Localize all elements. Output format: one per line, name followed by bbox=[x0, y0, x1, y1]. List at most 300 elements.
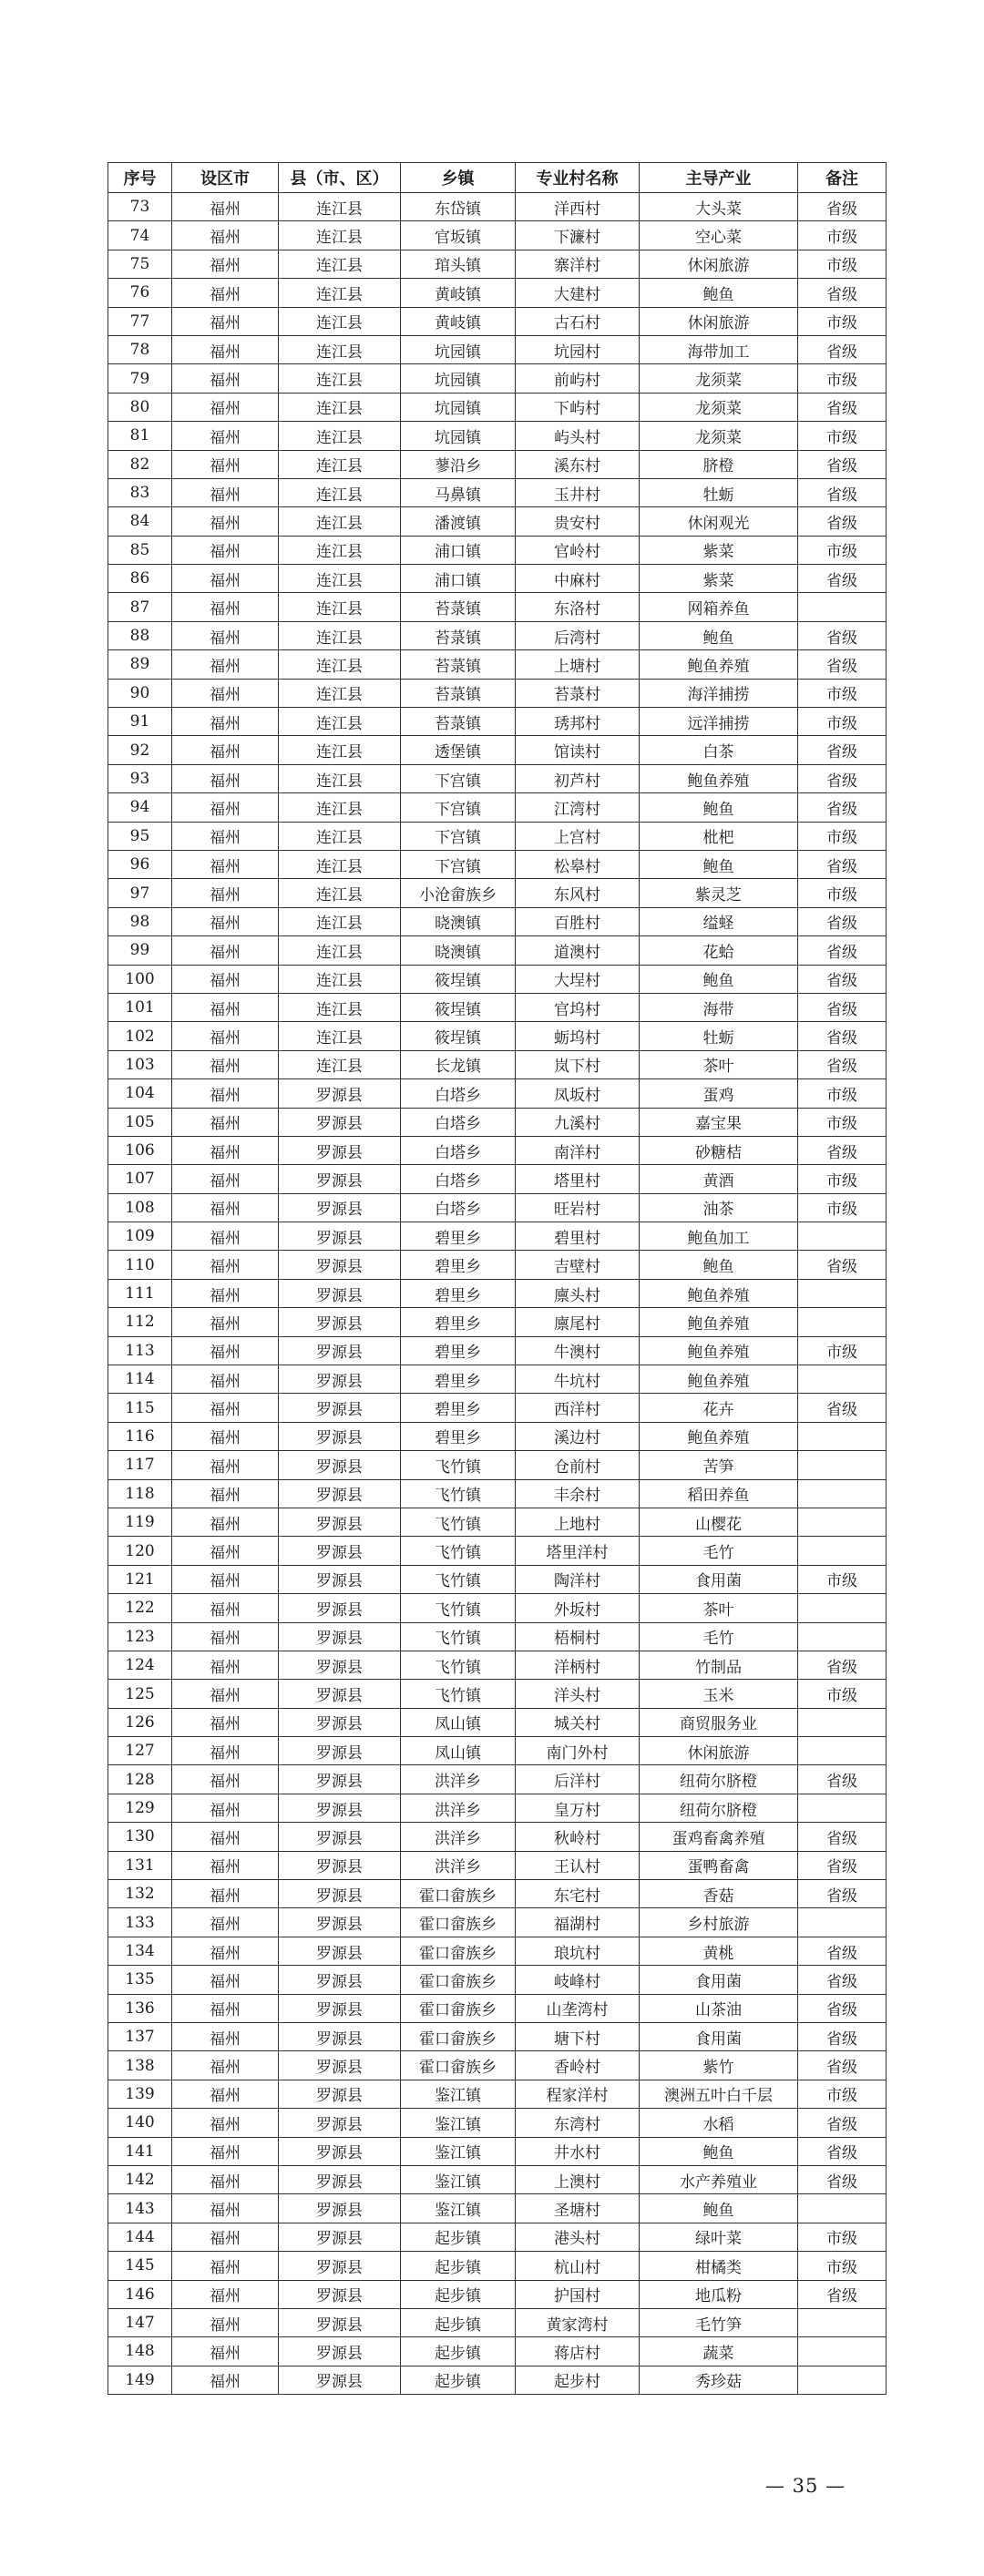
cell-county: 罗源县 bbox=[279, 1193, 401, 1222]
header-cell-city: 设区市 bbox=[172, 163, 279, 193]
cell-city: 福州 bbox=[172, 2023, 279, 2051]
cell-index: 96 bbox=[108, 850, 172, 878]
cell-township: 凤山镇 bbox=[401, 1737, 516, 1765]
cell-township: 霍口畲族乡 bbox=[401, 1908, 516, 1937]
cell-township: 凤山镇 bbox=[401, 1708, 516, 1736]
table-row bbox=[108, 850, 887, 878]
cell-village: 寨洋村 bbox=[516, 250, 640, 278]
cell-industry: 山樱花 bbox=[640, 1508, 798, 1536]
cell-index: 138 bbox=[108, 2051, 172, 2080]
cell-city: 福州 bbox=[172, 335, 279, 363]
cell-remark: 市级 bbox=[798, 1165, 887, 1193]
cell-remark: 市级 bbox=[798, 221, 887, 250]
table-row bbox=[108, 1050, 887, 1078]
cell-industry: 龙须菜 bbox=[640, 393, 798, 421]
header-cell-industry: 主导产业 bbox=[640, 163, 798, 193]
cell-county: 连江县 bbox=[279, 993, 401, 1021]
table-row bbox=[108, 1966, 887, 1994]
cell-village: 大埕村 bbox=[516, 965, 640, 993]
cell-industry: 大头菜 bbox=[640, 193, 798, 221]
cell-industry: 鲍鱼养殖 bbox=[640, 1336, 798, 1365]
cell-village: 廪头村 bbox=[516, 1279, 640, 1307]
cell-index: 82 bbox=[108, 450, 172, 478]
cell-village: 港头村 bbox=[516, 2223, 640, 2251]
cell-city: 福州 bbox=[172, 1565, 279, 1593]
cell-county: 连江县 bbox=[279, 422, 401, 450]
cell-township: 白塔乡 bbox=[401, 1108, 516, 1136]
cell-village: 杭山村 bbox=[516, 2252, 640, 2280]
cell-village: 溪边村 bbox=[516, 1422, 640, 1450]
cell-industry: 砂糖桔 bbox=[640, 1136, 798, 1164]
cell-index: 115 bbox=[108, 1394, 172, 1422]
cell-county: 罗源县 bbox=[279, 1794, 401, 1822]
cell-city: 福州 bbox=[172, 565, 279, 593]
cell-county: 罗源县 bbox=[279, 2280, 401, 2308]
cell-city: 福州 bbox=[172, 736, 279, 764]
cell-village: 下濂村 bbox=[516, 221, 640, 250]
cell-village: 起步村 bbox=[516, 2366, 640, 2394]
table-row bbox=[108, 1908, 887, 1937]
cell-township: 碧里乡 bbox=[401, 1422, 516, 1450]
cell-city: 福州 bbox=[172, 1251, 279, 1279]
table-row bbox=[108, 2137, 887, 2165]
cell-county: 连江县 bbox=[279, 764, 401, 792]
cell-township: 碧里乡 bbox=[401, 1365, 516, 1394]
cell-county: 罗源县 bbox=[279, 1279, 401, 1307]
cell-remark bbox=[798, 1537, 887, 1565]
cell-city: 福州 bbox=[172, 1966, 279, 1994]
cell-county: 连江县 bbox=[279, 507, 401, 536]
cell-village: 丰余村 bbox=[516, 1479, 640, 1508]
cell-index: 81 bbox=[108, 422, 172, 450]
cell-index: 77 bbox=[108, 307, 172, 335]
cell-township: 飞竹镇 bbox=[401, 1594, 516, 1622]
cell-village: 上塘村 bbox=[516, 650, 640, 679]
cell-city: 福州 bbox=[172, 679, 279, 707]
cell-remark bbox=[798, 1708, 887, 1736]
cell-county: 罗源县 bbox=[279, 1622, 401, 1651]
table-row bbox=[108, 1022, 887, 1050]
cell-township: 鉴江镇 bbox=[401, 2109, 516, 2137]
cell-township: 碧里乡 bbox=[401, 1251, 516, 1279]
cell-township: 坑园镇 bbox=[401, 364, 516, 393]
cell-village: 福湖村 bbox=[516, 1908, 640, 1937]
cell-city: 福州 bbox=[172, 1851, 279, 1879]
cell-city: 福州 bbox=[172, 650, 279, 679]
cell-city: 福州 bbox=[172, 1479, 279, 1508]
cell-county: 罗源县 bbox=[279, 1108, 401, 1136]
cell-village: 黄家湾村 bbox=[516, 2308, 640, 2336]
table-row bbox=[108, 422, 887, 450]
cell-city: 福州 bbox=[172, 1165, 279, 1193]
cell-county: 罗源县 bbox=[279, 1765, 401, 1794]
cell-industry: 蔬菜 bbox=[640, 2337, 798, 2366]
cell-index: 144 bbox=[108, 2223, 172, 2251]
cell-industry: 鲍鱼 bbox=[640, 621, 798, 649]
cell-industry: 牡蛎 bbox=[640, 478, 798, 506]
cell-county: 罗源县 bbox=[279, 1823, 401, 1851]
cell-index: 83 bbox=[108, 478, 172, 506]
cell-industry: 牡蛎 bbox=[640, 1022, 798, 1050]
cell-county: 罗源县 bbox=[279, 2223, 401, 2251]
cell-village: 梧桐村 bbox=[516, 1622, 640, 1651]
table-row bbox=[108, 1108, 887, 1136]
cell-industry: 茶叶 bbox=[640, 1050, 798, 1078]
table-row bbox=[108, 1737, 887, 1765]
cell-remark: 市级 bbox=[798, 1193, 887, 1222]
cell-county: 连江县 bbox=[279, 221, 401, 250]
cell-township: 黄岐镇 bbox=[401, 307, 516, 335]
cell-village: 塔里村 bbox=[516, 1165, 640, 1193]
cell-industry: 食用菌 bbox=[640, 1565, 798, 1593]
table-row bbox=[108, 1594, 887, 1622]
cell-remark: 省级 bbox=[798, 1022, 887, 1050]
cell-village: 江湾村 bbox=[516, 793, 640, 822]
cell-county: 罗源县 bbox=[279, 1479, 401, 1508]
cell-remark: 省级 bbox=[798, 2051, 887, 2080]
cell-industry: 空心菜 bbox=[640, 221, 798, 250]
cell-remark: 市级 bbox=[798, 2252, 887, 2280]
table-row bbox=[108, 1451, 887, 1479]
cell-county: 连江县 bbox=[279, 250, 401, 278]
cell-village: 塔里洋村 bbox=[516, 1537, 640, 1565]
cell-city: 福州 bbox=[172, 2165, 279, 2193]
cell-village: 馆读村 bbox=[516, 736, 640, 764]
cell-industry: 纽荷尔脐橙 bbox=[640, 1794, 798, 1822]
cell-industry: 紫灵芝 bbox=[640, 879, 798, 907]
cell-county: 罗源县 bbox=[279, 1251, 401, 1279]
cell-village: 皇万村 bbox=[516, 1794, 640, 1822]
cell-township: 鉴江镇 bbox=[401, 2165, 516, 2193]
cell-remark: 省级 bbox=[798, 1966, 887, 1994]
table-row bbox=[108, 1880, 887, 1908]
cell-county: 连江县 bbox=[279, 936, 401, 965]
cell-village: 仓前村 bbox=[516, 1451, 640, 1479]
cell-index: 102 bbox=[108, 1022, 172, 1050]
table-row bbox=[108, 1136, 887, 1164]
cell-remark: 省级 bbox=[798, 1651, 887, 1679]
cell-remark bbox=[798, 1279, 887, 1307]
table-row bbox=[108, 1479, 887, 1508]
cell-city: 福州 bbox=[172, 1336, 279, 1365]
cell-index: 80 bbox=[108, 393, 172, 421]
cell-township: 苔菉镇 bbox=[401, 650, 516, 679]
cell-index: 126 bbox=[108, 1708, 172, 1736]
cell-city: 福州 bbox=[172, 2252, 279, 2280]
cell-industry: 紫菜 bbox=[640, 565, 798, 593]
cell-index: 104 bbox=[108, 1079, 172, 1108]
cell-city: 福州 bbox=[172, 1508, 279, 1536]
cell-county: 罗源县 bbox=[279, 1079, 401, 1108]
cell-city: 福州 bbox=[172, 907, 279, 935]
cell-remark bbox=[798, 1794, 887, 1822]
cell-county: 连江县 bbox=[279, 736, 401, 764]
cell-remark: 市级 bbox=[798, 879, 887, 907]
cell-village: 前屿村 bbox=[516, 364, 640, 393]
cell-index: 116 bbox=[108, 1422, 172, 1450]
cell-industry: 蛋鸡 bbox=[640, 1079, 798, 1108]
cell-township: 下宫镇 bbox=[401, 850, 516, 878]
cell-county: 罗源县 bbox=[279, 1336, 401, 1365]
table-row bbox=[108, 1394, 887, 1422]
page-number: — 35 — bbox=[765, 2475, 846, 2497]
cell-city: 福州 bbox=[172, 2337, 279, 2366]
cell-industry: 毛竹笋 bbox=[640, 2308, 798, 2336]
cell-county: 连江县 bbox=[279, 679, 401, 707]
header-cell-remark: 备注 bbox=[798, 163, 887, 193]
cell-township: 霍口畲族乡 bbox=[401, 1966, 516, 1994]
cell-industry: 茶叶 bbox=[640, 1594, 798, 1622]
cell-remark bbox=[798, 1622, 887, 1651]
cell-county: 连江县 bbox=[279, 708, 401, 736]
cell-index: 122 bbox=[108, 1594, 172, 1622]
cell-city: 福州 bbox=[172, 621, 279, 649]
cell-index: 94 bbox=[108, 793, 172, 822]
cell-county: 罗源县 bbox=[279, 2109, 401, 2137]
cell-township: 苔菉镇 bbox=[401, 679, 516, 707]
cell-county: 罗源县 bbox=[279, 1994, 401, 2022]
cell-city: 福州 bbox=[172, 536, 279, 564]
cell-county: 连江县 bbox=[279, 650, 401, 679]
cell-industry: 鲍鱼养殖 bbox=[640, 650, 798, 679]
cell-industry: 油茶 bbox=[640, 1193, 798, 1222]
table-row bbox=[108, 907, 887, 935]
cell-remark: 省级 bbox=[798, 2165, 887, 2193]
cell-county: 罗源县 bbox=[279, 2308, 401, 2336]
table-row bbox=[108, 478, 887, 506]
cell-township: 霍口畲族乡 bbox=[401, 1880, 516, 1908]
cell-remark: 省级 bbox=[798, 2280, 887, 2308]
cell-city: 福州 bbox=[172, 193, 279, 221]
cell-village: 程家洋村 bbox=[516, 2080, 640, 2108]
cell-remark: 市级 bbox=[798, 1336, 887, 1365]
cell-city: 福州 bbox=[172, 2223, 279, 2251]
header-cell-township: 乡镇 bbox=[401, 163, 516, 193]
cell-remark: 市级 bbox=[798, 422, 887, 450]
cell-county: 罗源县 bbox=[279, 1508, 401, 1536]
cell-township: 洪洋乡 bbox=[401, 1794, 516, 1822]
cell-industry: 蛋鸭畜禽 bbox=[640, 1851, 798, 1879]
table-row bbox=[108, 965, 887, 993]
cell-remark bbox=[798, 1222, 887, 1251]
cell-city: 福州 bbox=[172, 2308, 279, 2336]
cell-village: 牛坑村 bbox=[516, 1365, 640, 1394]
cell-industry: 紫菜 bbox=[640, 536, 798, 564]
cell-village: 城关村 bbox=[516, 1708, 640, 1736]
cell-industry: 鲍鱼养殖 bbox=[640, 1279, 798, 1307]
cell-city: 福州 bbox=[172, 1108, 279, 1136]
cell-county: 连江县 bbox=[279, 450, 401, 478]
cell-county: 罗源县 bbox=[279, 1165, 401, 1193]
cell-township: 下宫镇 bbox=[401, 764, 516, 792]
cell-city: 福州 bbox=[172, 593, 279, 621]
cell-remark: 省级 bbox=[798, 793, 887, 822]
cell-industry: 海洋捕捞 bbox=[640, 679, 798, 707]
cell-index: 149 bbox=[108, 2366, 172, 2394]
cell-index: 121 bbox=[108, 1565, 172, 1593]
cell-township: 起步镇 bbox=[401, 2308, 516, 2336]
cell-city: 福州 bbox=[172, 2280, 279, 2308]
cell-city: 福州 bbox=[172, 1422, 279, 1450]
cell-county: 罗源县 bbox=[279, 1908, 401, 1937]
table-row bbox=[108, 1565, 887, 1593]
cell-township: 浦口镇 bbox=[401, 536, 516, 564]
cell-county: 罗源县 bbox=[279, 2165, 401, 2193]
cell-city: 福州 bbox=[172, 993, 279, 1021]
cell-remark: 省级 bbox=[798, 621, 887, 649]
cell-index: 78 bbox=[108, 335, 172, 363]
table-row bbox=[108, 1680, 887, 1708]
cell-industry: 竹制品 bbox=[640, 1651, 798, 1679]
cell-remark bbox=[798, 2337, 887, 2366]
cell-county: 连江县 bbox=[279, 793, 401, 822]
cell-village: 玉井村 bbox=[516, 478, 640, 506]
table-row bbox=[108, 1365, 887, 1394]
cell-index: 118 bbox=[108, 1479, 172, 1508]
cell-township: 白塔乡 bbox=[401, 1165, 516, 1193]
cell-county: 罗源县 bbox=[279, 2194, 401, 2223]
cell-remark bbox=[798, 1308, 887, 1336]
cell-village: 岐峰村 bbox=[516, 1966, 640, 1994]
cell-city: 福州 bbox=[172, 1365, 279, 1394]
cell-township: 黄岐镇 bbox=[401, 279, 516, 307]
cell-index: 142 bbox=[108, 2165, 172, 2193]
table-row bbox=[108, 2366, 887, 2394]
cell-city: 福州 bbox=[172, 2366, 279, 2394]
cell-industry: 黄酒 bbox=[640, 1165, 798, 1193]
cell-index: 99 bbox=[108, 936, 172, 965]
table-row bbox=[108, 879, 887, 907]
table-row bbox=[108, 335, 887, 363]
cell-remark: 省级 bbox=[798, 279, 887, 307]
cell-township: 起步镇 bbox=[401, 2280, 516, 2308]
cell-county: 罗源县 bbox=[279, 1451, 401, 1479]
cell-township: 碧里乡 bbox=[401, 1308, 516, 1336]
cell-industry: 乡村旅游 bbox=[640, 1908, 798, 1937]
cell-township: 霍口畲族乡 bbox=[401, 1937, 516, 1965]
table-row bbox=[108, 1994, 887, 2022]
cell-township: 筱埕镇 bbox=[401, 1022, 516, 1050]
cell-industry: 龙须菜 bbox=[640, 364, 798, 393]
cell-index: 146 bbox=[108, 2280, 172, 2308]
cell-township: 小沧畲族乡 bbox=[401, 879, 516, 907]
cell-township: 晓澳镇 bbox=[401, 936, 516, 965]
table-row bbox=[108, 1794, 887, 1822]
cell-village: 蛎坞村 bbox=[516, 1022, 640, 1050]
cell-industry: 山茶油 bbox=[640, 1994, 798, 2022]
cell-industry: 鲍鱼 bbox=[640, 1251, 798, 1279]
cell-remark: 市级 bbox=[798, 822, 887, 850]
cell-industry: 秀珍菇 bbox=[640, 2366, 798, 2394]
cell-township: 苔菉镇 bbox=[401, 593, 516, 621]
header-cell-county: 县（市、区） bbox=[279, 163, 401, 193]
cell-village: 吉壁村 bbox=[516, 1251, 640, 1279]
cell-county: 连江县 bbox=[279, 536, 401, 564]
cell-village: 牛澳村 bbox=[516, 1336, 640, 1365]
cell-township: 鉴江镇 bbox=[401, 2137, 516, 2165]
table-row bbox=[108, 250, 887, 278]
cell-township: 起步镇 bbox=[401, 2366, 516, 2394]
table-row bbox=[108, 936, 887, 965]
cell-village: 旺岩村 bbox=[516, 1193, 640, 1222]
cell-county: 罗源县 bbox=[279, 1937, 401, 1965]
table-row bbox=[108, 2337, 887, 2366]
cell-industry: 龙须菜 bbox=[640, 422, 798, 450]
cell-township: 透堡镇 bbox=[401, 736, 516, 764]
cell-village: 洋柄村 bbox=[516, 1651, 640, 1679]
cell-county: 罗源县 bbox=[279, 1365, 401, 1394]
cell-index: 140 bbox=[108, 2109, 172, 2137]
cell-village: 香岭村 bbox=[516, 2051, 640, 2080]
village-industry-table bbox=[108, 162, 887, 2395]
cell-remark: 市级 bbox=[798, 708, 887, 736]
cell-village: 西洋村 bbox=[516, 1394, 640, 1422]
cell-village: 井水村 bbox=[516, 2137, 640, 2165]
table-row bbox=[108, 2023, 887, 2051]
cell-index: 120 bbox=[108, 1537, 172, 1565]
cell-index: 135 bbox=[108, 1966, 172, 1994]
cell-township: 白塔乡 bbox=[401, 1136, 516, 1164]
table-row bbox=[108, 536, 887, 564]
cell-city: 福州 bbox=[172, 1594, 279, 1622]
cell-remark: 市级 bbox=[798, 1680, 887, 1708]
cell-remark: 省级 bbox=[798, 507, 887, 536]
table-row bbox=[108, 621, 887, 649]
cell-industry: 缢蛏 bbox=[640, 907, 798, 935]
cell-county: 连江县 bbox=[279, 307, 401, 335]
cell-village: 官岭村 bbox=[516, 536, 640, 564]
cell-industry: 鲍鱼 bbox=[640, 2137, 798, 2165]
cell-village: 蒋店村 bbox=[516, 2337, 640, 2366]
table-row bbox=[108, 1823, 887, 1851]
cell-industry: 嘉宝果 bbox=[640, 1108, 798, 1136]
cell-remark: 省级 bbox=[798, 936, 887, 965]
cell-city: 福州 bbox=[172, 1022, 279, 1050]
cell-county: 罗源县 bbox=[279, 2337, 401, 2366]
cell-index: 107 bbox=[108, 1165, 172, 1193]
cell-industry: 稻田养鱼 bbox=[640, 1479, 798, 1508]
cell-county: 连江县 bbox=[279, 879, 401, 907]
cell-village: 王认村 bbox=[516, 1851, 640, 1879]
cell-city: 福州 bbox=[172, 2051, 279, 2080]
cell-village: 秋岭村 bbox=[516, 1823, 640, 1851]
cell-industry: 毛竹 bbox=[640, 1537, 798, 1565]
cell-index: 111 bbox=[108, 1279, 172, 1307]
cell-city: 福州 bbox=[172, 221, 279, 250]
cell-village: 上宫村 bbox=[516, 822, 640, 850]
cell-remark: 市级 bbox=[798, 1565, 887, 1593]
cell-index: 125 bbox=[108, 1680, 172, 1708]
table-row bbox=[108, 307, 887, 335]
cell-industry: 苦笋 bbox=[640, 1451, 798, 1479]
cell-county: 连江县 bbox=[279, 193, 401, 221]
table-row bbox=[108, 279, 887, 307]
cell-industry: 澳洲五叶白千层 bbox=[640, 2080, 798, 2108]
cell-township: 洪洋乡 bbox=[401, 1823, 516, 1851]
cell-village: 初芦村 bbox=[516, 764, 640, 792]
cell-index: 145 bbox=[108, 2252, 172, 2280]
cell-county: 连江县 bbox=[279, 335, 401, 363]
table-row bbox=[108, 1279, 887, 1307]
cell-city: 福州 bbox=[172, 279, 279, 307]
cell-township: 鉴江镇 bbox=[401, 2194, 516, 2223]
cell-index: 133 bbox=[108, 1908, 172, 1937]
cell-township: 飞竹镇 bbox=[401, 1508, 516, 1536]
cell-village: 东洛村 bbox=[516, 593, 640, 621]
cell-township: 坑园镇 bbox=[401, 335, 516, 363]
cell-remark: 市级 bbox=[798, 1108, 887, 1136]
cell-remark: 省级 bbox=[798, 2137, 887, 2165]
